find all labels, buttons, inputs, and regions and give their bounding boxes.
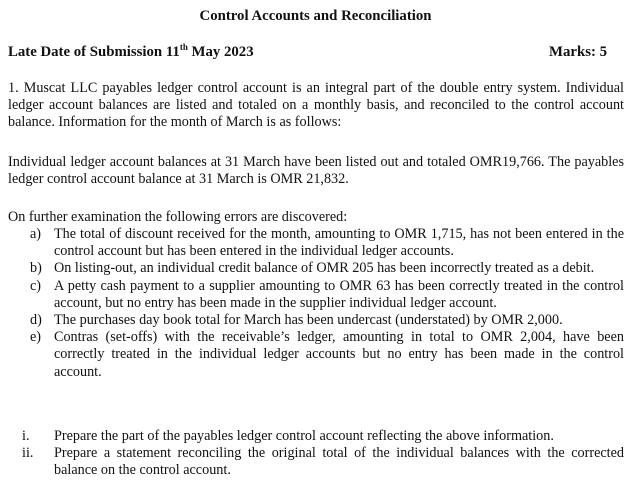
errors-heading: On further examination the following errors are discovered: xyxy=(8,209,348,225)
errors-list xyxy=(30,226,624,381)
submission-date-month: May 2023 xyxy=(187,44,254,60)
task-item xyxy=(22,445,624,479)
balances-paragraph: Individual ledger account balances at 31 March have been listed out and totaled OMR19,766. The payables ledger control account balance at 31 March is OMR 21,832. xyxy=(8,154,624,188)
error-marker: d) xyxy=(30,312,42,329)
error-marker: a) xyxy=(30,226,42,242)
submission-date-ordinal: th xyxy=(179,42,188,52)
task-text: Prepare a statement reconciling the original total of the individual balances with the corrected balance on the control account. xyxy=(54,445,624,479)
submission-header xyxy=(8,44,607,61)
tasks-list xyxy=(22,428,624,480)
error-text: A petty cash payment to a supplier amounting to OMR 63 has been correctly treated in the control account, but no entry has been made in the supplier individual ledger account. xyxy=(54,277,624,311)
error-marker: c) xyxy=(30,277,42,294)
page-title: Control Accounts and Reconciliation xyxy=(199,8,432,24)
error-item xyxy=(30,226,624,260)
error-item xyxy=(30,329,624,381)
submission-date xyxy=(8,44,254,61)
error-item xyxy=(30,278,624,312)
task-text: Prepare the part of the payables ledger control account reflecting the above information. xyxy=(54,428,554,444)
error-marker: e) xyxy=(30,329,42,346)
error-text: On listing-out, an individual credit balance of OMR 205 has been incorrectly treated as a debit. xyxy=(54,260,595,277)
error-text: Contras (set-offs) with the receivable’s ledger, amounting in total to OMR 2,004, have been correctly treated in the individual ledger accounts but no entry has been made in the control account. xyxy=(54,329,624,380)
error-marker: b) xyxy=(30,260,42,277)
error-item xyxy=(30,260,624,277)
task-item xyxy=(22,428,624,445)
error-text: The total of discount received for the month, amounting to OMR 1,715, has not been entered in the control account but has been entered in the individual ledger accounts. xyxy=(54,226,624,260)
question-intro: 1. Muscat LLC payables ledger control account is an integral part of the double entry system. Individual ledger account balances are listed and totaled on a monthly basis, and reconciled to the control account balance. Information for the month of March is as follows: xyxy=(8,80,624,131)
task-marker: i. xyxy=(22,428,30,444)
submission-date-label: Late Date of Submission 11 xyxy=(8,44,180,60)
marks-label: Marks: 5 xyxy=(549,44,607,60)
error-text: The purchases day book total for March has been undercast (understated) by OMR 2,000. xyxy=(54,312,563,329)
task-marker: ii. xyxy=(22,445,34,462)
error-item xyxy=(30,312,624,329)
